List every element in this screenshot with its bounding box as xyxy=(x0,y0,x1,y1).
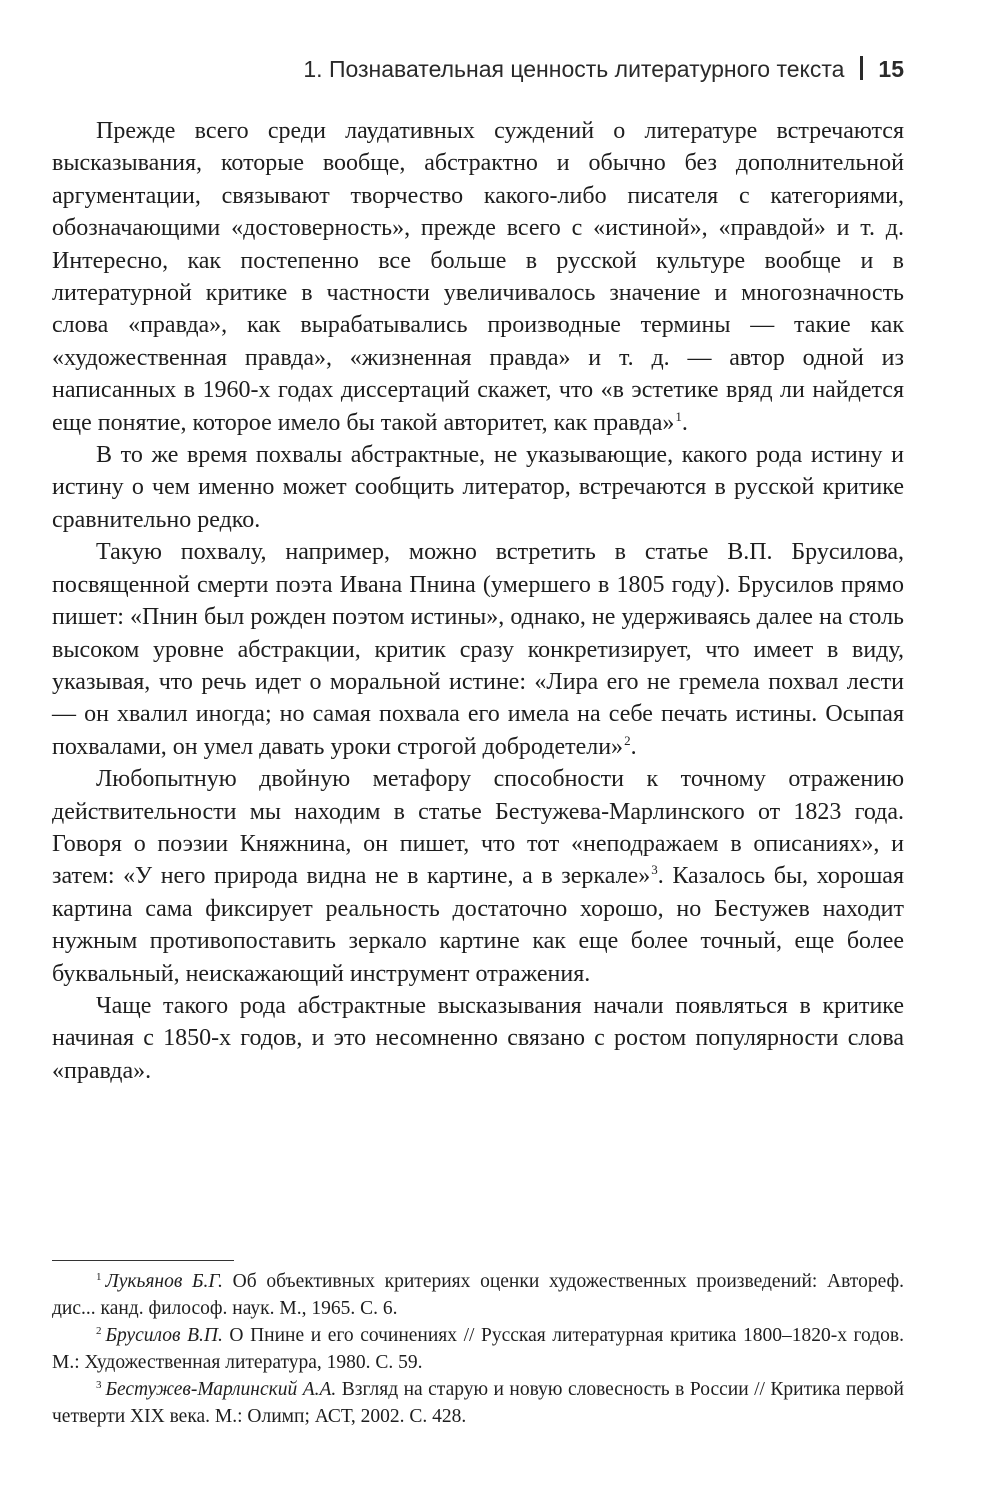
paragraph xyxy=(52,990,904,1087)
footnote-author: Лукьянов Б.Г. xyxy=(105,1271,223,1292)
running-head xyxy=(303,52,904,86)
footnote-ref: 3 xyxy=(651,862,658,878)
page-number: 15 xyxy=(878,56,904,82)
paragraph-text: Чаще такого рода абстрактные высказывания начали появляться в критике начиная с 1850-х годов, и это несомненно связано с ростом популярности слова «правда». xyxy=(52,992,904,1084)
main-text xyxy=(52,115,904,1087)
paragraph xyxy=(52,439,904,536)
footnote xyxy=(52,1376,904,1430)
footnote-text: Взгляд на старую и новую словесность в России // Критика первой четверти XIX века. М.: Олимп; АСТ, 2002. С. 428. xyxy=(52,1379,904,1427)
footnote xyxy=(52,1322,904,1376)
footnote-mark: 3 xyxy=(96,1379,102,1391)
footnote-text: Об объективных критериях оценки художественных произведений: Автореф. дис... канд. философ. наук. М., 1965. С. 6. xyxy=(52,1271,904,1319)
paragraph-text: Прежде всего среди лаудативных суждений о литературе встречаются высказывания, которые вообще, абстрактно и обычно без дополнительной аргументации, связывают творчество какого-либо писателя с категориями, обозначающими «достоверность», прежде всего с «истиной», «правдой» и т. д. Интересно, как постепенно все больше в русской культуре вообще и в литературной критике в частности увеличивалось значение и многозначность слова «правда», как вырабатывались производные термины — такие как «художественная правда», «жизненная правда» и т. д. — автор одной из написанных в 1960-х годах диссертаций скажет, что «в эстетике вряд ли найдется еще понятие, которое имело бы такой авторитет, как правда» xyxy=(52,118,904,436)
footnote-author: Бестужев-Марлинский А.А. xyxy=(105,1379,337,1400)
paragraph: Прежде всего среди лаудативных суждений о литературе встречаются высказывания, которые вообще, абстрактно и обычно без дополнительной аргументации, связывают творчество какого-либо писателя с категориями, обозначающими «достоверность», прежде всего с «истиной», «правдой» и т. д. Интересно, как постепенно все больше в русской культуре вообще и в литературной критике в частности увеличивалось значение и многозначность слова «правда», как вырабатывались производные термины — такие как «художественная правда», «жизненная правда» и т. д. — автор одной из написанных в 1960-х годах диссертаций скажет, что «в эстетике вряд ли найдется еще понятие, которое имело бы такой авторитет, как правда»$^1$. xyxy=(52,118,904,436)
paragraph: Такую похвалу, например, можно встретить в статье В.П. Брусилова, посвященной смерти поэта Ивана Пнина (умершего в 1805 году). Брусилов прямо пишет: «Пнин был рожден поэтом истины», однако, не удерживаясь далее на столь высоком уровне абстракции, критик сразу конкретизирует, что имеет в виду, указывая, что речь идет о моральной истине: «Лира его не гремела похвал лести — он хвалил иногда; но самая похвала его имела на себе печать истины. Осыпая похвалами, он умел давать уроки строгой добродетели»$^2$. xyxy=(52,539,904,760)
footnote-divider xyxy=(52,1260,234,1261)
paragraph: Любопытную двойную метафору способности к точному отражению действительности мы находим в статье Бестужева-Марлинского от 1823 года. Говоря о поэзии Княжнина, он пишет, что тот «неподражаем в описаниях», и затем: «У него природа видна не в картине, а в зеркале»$^3$. Казалось бы, хорошая картина сама фиксирует реальность достаточно хорошо, но Бестужев находит нужным противопоставить зеркало картине как еще более точный, еще более буквальный, неискажающий инструмент отражения. xyxy=(52,766,905,987)
chapter-title: 1. Познавательная ценность литературного текста xyxy=(303,56,845,82)
footnote-author: Брусилов В.П. xyxy=(105,1325,223,1346)
header-separator xyxy=(860,56,863,80)
paragraph-text: Любопытную двойную метафору способности к точному отражению действительности мы находим в статье Бестужева-Марлинского от 1823 года. Говоря о поэзии Княжнина, он пишет, что тот «неподражаем в описаниях», и затем: «У него природа видна не в картине, а в зеркале» xyxy=(52,766,904,890)
book-page xyxy=(52,0,904,1488)
paragraph-text-tail: Казалось бы, хорошая картина сама фиксирует реальность достаточно хорошо, но Бестужев находит нужным противопоставить зеркало картине как еще более точный, еще более буквальный, неискажающий инструмент отражения. xyxy=(52,863,905,987)
footnote-text: О Пнине и его сочинениях // Русская литературная критика 1800–1820-х годов. М.: Художественная литература, 1980. С. 59. xyxy=(52,1325,904,1373)
footnotes xyxy=(52,1268,904,1430)
footnote-mark: 2 xyxy=(96,1325,102,1337)
footnote-ref: 1 xyxy=(675,408,682,424)
footnote xyxy=(52,1268,904,1322)
footnote-mark: 1 xyxy=(96,1271,102,1283)
footnote-ref: 2 xyxy=(624,732,631,748)
paragraph-text: Такую похвалу, например, можно встретить в статье В.П. Брусилова, посвященной смерти поэта Ивана Пнина (умершего в 1805 году). Брусилов прямо пишет: «Пнин был рожден поэтом истины», однако, не удерживаясь далее на столь высоком уровне абстракции, критик сразу конкретизирует, что имеет в виду, указывая, что речь идет о моральной истине: «Лира его не гремела похвал лести — он хвалил иногда; но самая похвала его имела на себе печать истины. Осыпая похвалами, он умел давать уроки строгой добродетели» xyxy=(52,539,904,760)
paragraph-text: В то же время похвалы абстрактные, не указывающие, какого рода истину и истину о чем именно может сообщить литератор, встречаются в русской критике сравнительно редко. xyxy=(52,442,904,533)
